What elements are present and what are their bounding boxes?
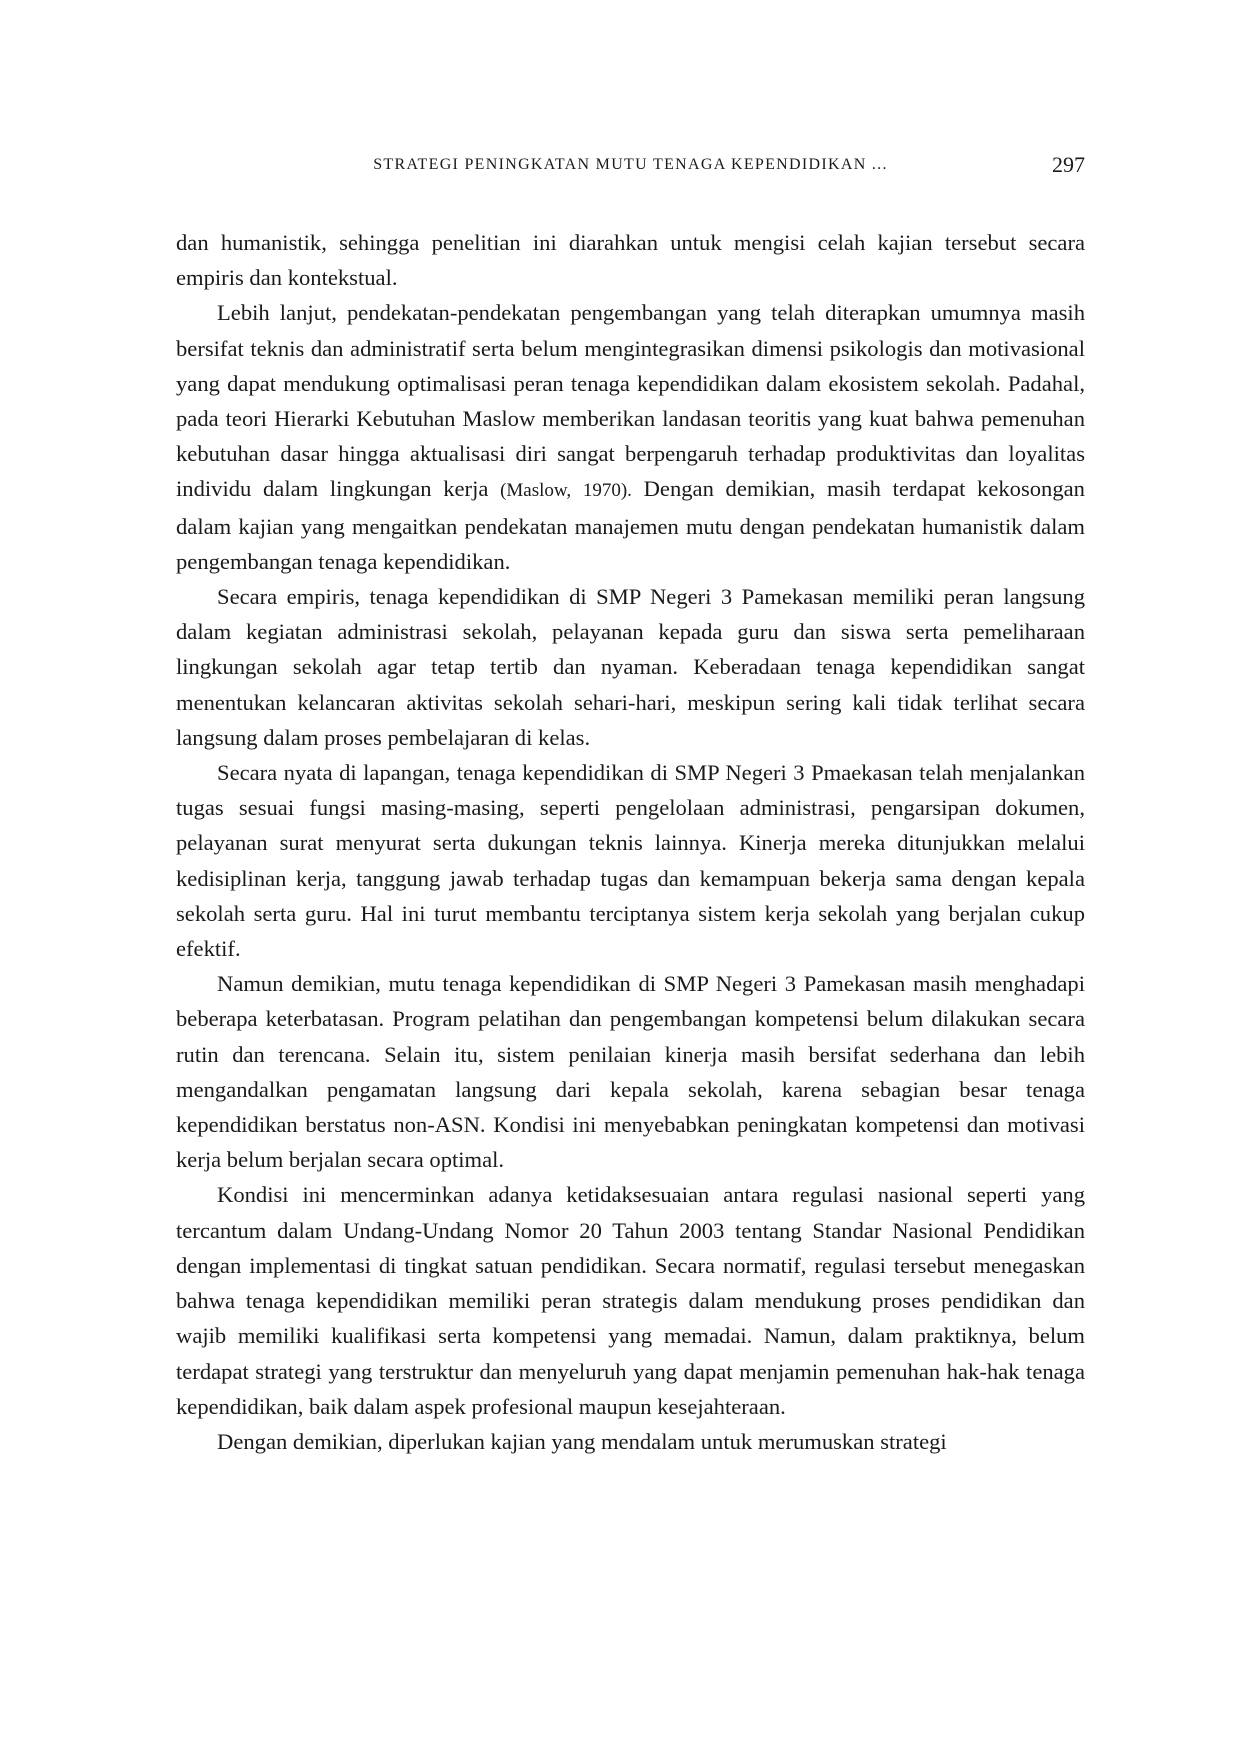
paragraph-6: Kondisi ini mencerminkan adanya ketidaksesuaian antara regulasi nasional seperti yang tercantum dalam Undang-Undang Nomor 20 Tahun 2003 tentang Standar Nasional Pendidikan dengan implementasi di tingkat satuan pendidikan. Secara normatif, regulasi tersebut menegaskan bahwa tenaga kependidikan memiliki peran strategis dalam mendukung proses pendidikan dan wajib memiliki kualifikasi serta kompetensi yang memadai. Namun, dalam praktiknya, belum terdapat strategi yang terstruktur dan menyeluruh yang dapat menjamin pemenuhan hak-hak tenaga kependidikan, baik dalam aspek profesional maupun kesejahteraan. [176, 1182, 1085, 1419]
paragraph-5: Namun demikian, mutu tenaga kependidikan di SMP Negeri 3 Pamekasan masih menghadapi beberapa keterbatasan. Program pelatihan dan pengembangan kompetensi belum dilakukan secara rutin dan terencana. Selain itu, sistem penilaian kinerja masih bersifat sederhana dan lebih mengandalkan pengamatan langsung dari kepala sekolah, karena sebagian besar tenaga kependidikan berstatus non-ASN. Kondisi ini menyebabkan peningkatan kompetensi dan motivasi kerja belum berjalan secara optimal. [176, 971, 1085, 1173]
paragraph-2 [176, 295, 1085, 579]
body-text [176, 225, 1085, 1459]
paragraph-1: dan humanistik, sehingga penelitian ini diarahkan untuk mengisi celah kajian tersebut secara empiris dan kontekstual. [176, 230, 1085, 291]
paragraph-2-continuation: Dengan demikian, masih terdapat kekosongan dalam kajian yang mengaitkan pendekatan manajemen mutu dengan pendekatan humanistik dalam pengembangan tenaga kependidikan. [176, 476, 1085, 574]
paragraph-4: Secara nyata di lapangan, tenaga kependidikan di SMP Negeri 3 Pmaekasan telah menjalankan tugas sesuai fungsi masing-masing, seperti pengelolaan administrasi, pengarsipan dokumen, pelayanan surat menyurat serta dukungan teknis lainnya. Kinerja mereka ditunjukkan melalui kedisiplinan kerja, tanggung jawab terhadap tugas dan kemampuan bekerja sama dengan kepala sekolah serta guru. Hal ini turut membantu terciptanya sistem kerja sekolah yang berjalan cukup efektif. [176, 760, 1085, 962]
running-title: STRATEGI PENINGKATAN MUTU TENAGA KEPENDIDIKAN ... [373, 156, 888, 173]
paragraph-3: Secara empiris, tenaga kependidikan di SMP Negeri 3 Pamekasan memiliki peran langsung dalam kegiatan administrasi sekolah, pelayanan kepada guru dan siswa serta pemeliharaan lingkungan sekolah agar tetap tertib dan nyaman. Keberadaan tenaga kependidikan sangat menentukan kelancaran aktivitas sekolah sehari-hari, meskipun sering kali tidak terlihat secara langsung dalam proses pembelajaran di kelas. [176, 584, 1085, 750]
page-number: 297 [1052, 152, 1085, 177]
citation-maslow: (Maslow, [500, 480, 572, 502]
running-head [176, 150, 1085, 180]
paragraph-2-text: Lebih lanjut, pendekatan-pendekatan pengembangan yang telah diterapkan umumnya masih bersifat teknis dan administratif serta belum mengintegrasikan dimensi psikologis dan motivasional yang dapat mendukung optimalisasi peran tenaga kependidikan dalam ekosistem sekolah. Padahal, pada teori Hierarki Kebutuhan Maslow memberikan landasan teoritis yang kuat bahwa pemenuhan kebutuhan dasar hingga aktualisasi diri sangat berpengaruh terhadap produktivitas dan loyalitas individu dalam lingkungan kerja [176, 300, 1085, 502]
citation-maslow-year: 1970). [582, 480, 632, 502]
paragraph-7: Dengan demikian, diperlukan kajian yang mendalam untuk merumuskan strategi [217, 1428, 947, 1454]
